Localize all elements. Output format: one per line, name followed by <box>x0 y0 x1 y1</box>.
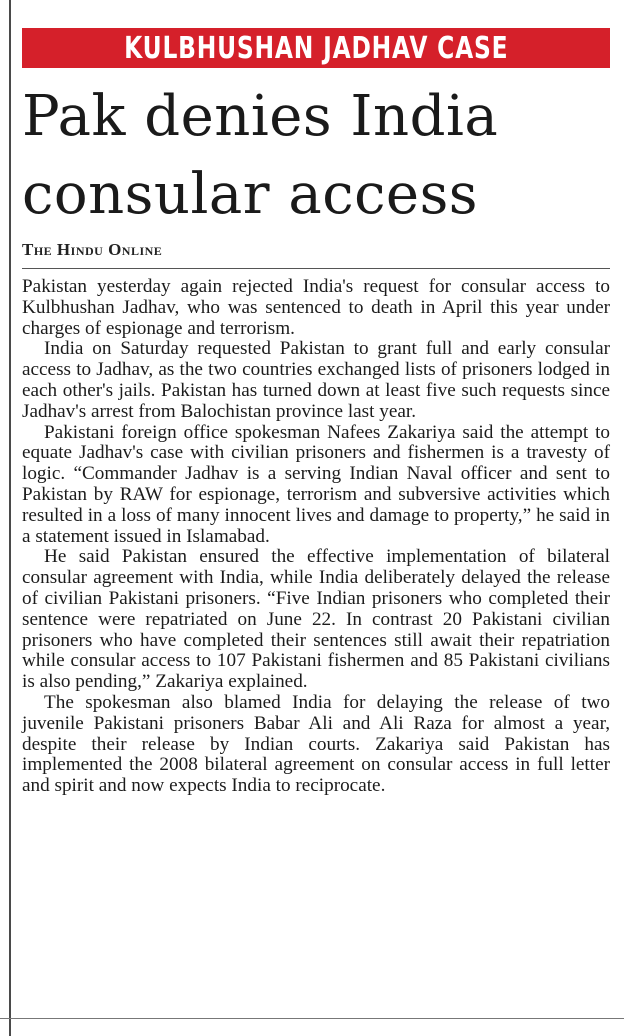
article-body <box>22 277 610 797</box>
paragraph-1: Pakistan yesterday again rejected India's request for consular access to Kulbhushan Jadhav, who was sentenced to death in April this year under charges of espionage and terrorism. <box>22 276 610 339</box>
bottom-divider <box>0 1018 624 1019</box>
section-kicker-banner <box>22 28 610 68</box>
headline: Pak denies India consular access <box>22 84 499 227</box>
byline: The Hindu Online <box>22 240 163 259</box>
kicker-label: KULBHUSHAN JADHAV CASE <box>123 30 509 66</box>
paragraph-5: The spokesman also blamed India for delaying the release of two juvenile Pakistani prisoners Babar Ali and Ali Raza for almost a year, despite their release by Indian courts. Zakariya said Pakistan has implemented the 2008 bilateral agreement on consular access in full letter and spirit and now expects India to reciprocate. <box>22 691 610 797</box>
column-rule <box>9 0 11 1036</box>
paragraph-4: He said Pakistan ensured the effective implementation of bilateral consular agreement with India, while India deliberately delayed the release of civilian Pakistani prisoners. “Five Indian prisoners who completed their sentence were repatriated on June 22. In contrast 20 Pakistani civilian prisoners who have completed their sentences still await their repatriation while consular access to 107 Pakistani fishermen and 85 Pakistani civilians is also pending,” Zakariya explained. <box>22 546 610 693</box>
paragraph-3: Pakistani foreign office spokesman Nafees Zakariya said the attempt to equate Jadhav's case with civilian prisoners and fishermen is a travesty of logic. “Commander Jadhav is a serving Indian Naval officer and sent to Pakistan by RAW for espionage, terrorism and subversive activities which resulted in a loss of many innocent lives and damage to property,” he said in a statement issued in Islamabad. <box>22 421 610 547</box>
byline-divider <box>22 268 610 269</box>
news-article <box>22 28 610 797</box>
paragraph-2: India on Saturday requested Pakistan to grant full and early consular access to Jadhav, as the two countries exchanged lists of prisoners lodged in each other's jails. Pakistan has turned down at least five such requests since Jadhav's arrest from Balochistan province last year. <box>22 338 610 422</box>
